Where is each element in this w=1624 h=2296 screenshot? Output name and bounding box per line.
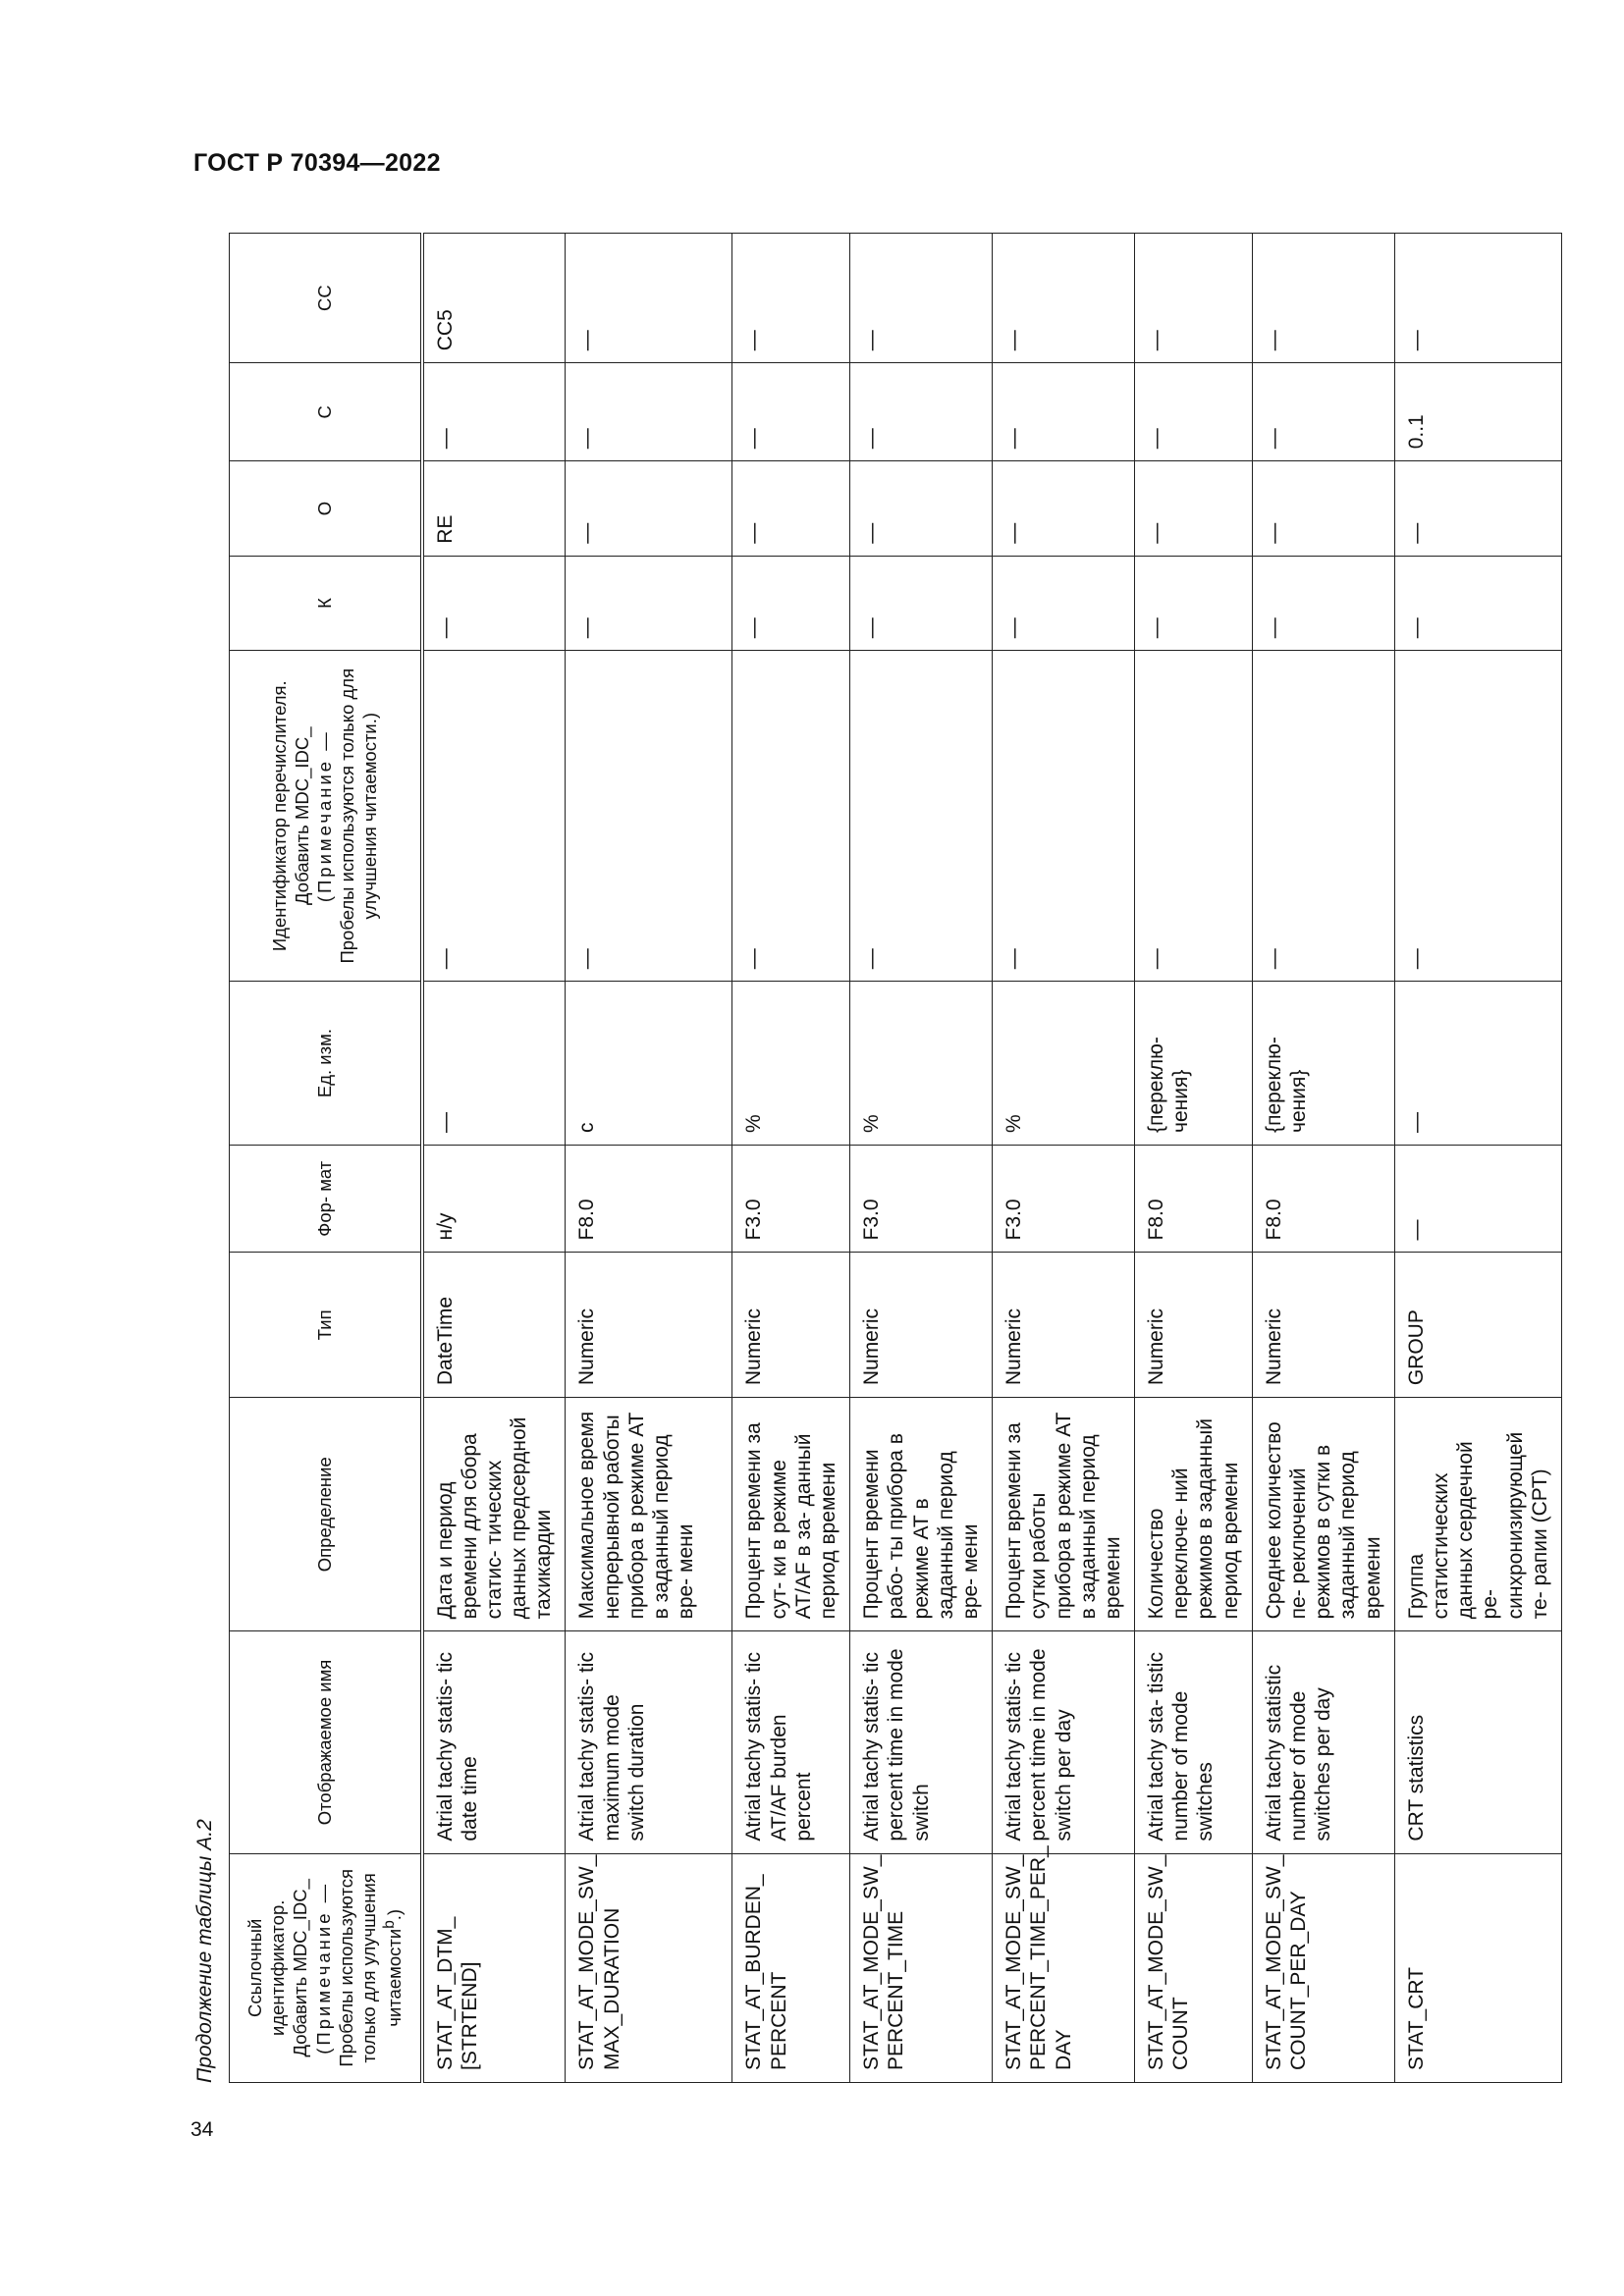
cell-type: Numeric (732, 1253, 850, 1398)
cell-ref-id: STAT_AT_MODE_SW_ MAX_DURATION (566, 1853, 732, 2082)
cell-display-name: Atrial tachy statis- tic date time (422, 1631, 566, 1853)
cell-definition: Среднее количество пе- реключений режимов в сутки в заданный период времени (1252, 1398, 1394, 1631)
cell-format: F8.0 (1135, 1145, 1253, 1253)
cell-o: RE (422, 461, 566, 556)
cell-o: — (1394, 461, 1561, 556)
cell-type: Numeric (566, 1253, 732, 1398)
col-cc: СС (230, 234, 422, 363)
cell-format: F8.0 (566, 1145, 732, 1253)
cell-enum-id: — (732, 651, 850, 982)
cell-c: — (1135, 363, 1253, 461)
cell-unit: {переклю- чения} (1252, 982, 1394, 1146)
col-c: С (230, 363, 422, 461)
cell-display-name: Atrial tachy sta- tistic number of mode switches (1135, 1631, 1253, 1853)
cell-k: — (1135, 556, 1253, 650)
cell-definition: Группа статистических данных сердечной ре- синхронизирующей те- рапии (СРТ) (1394, 1398, 1561, 1631)
cell-c: — (422, 363, 566, 461)
cell-cc: — (1394, 234, 1561, 363)
cell-enum-id: — (993, 651, 1135, 982)
cell-ref-id: STAT_AT_MODE_SW_ PERCENT_TIME_PER_ DAY (993, 1853, 1135, 2082)
table-row (422, 234, 566, 2083)
cell-format: F8.0 (1252, 1145, 1394, 1253)
cell-enum-id: — (850, 651, 993, 982)
cell-display-name: Atrial tachy statis- tic percent time in mode switch per day (993, 1631, 1135, 1853)
col-definition: Определение (230, 1398, 422, 1631)
cell-o: — (850, 461, 993, 556)
cell-c: — (993, 363, 1135, 461)
cell-definition: Процент времени за сутки работы прибора в режиме АТ в заданный период времени (993, 1398, 1135, 1631)
cell-type: Numeric (993, 1253, 1135, 1398)
cell-type: DateTime (422, 1253, 566, 1398)
cell-k: — (850, 556, 993, 650)
col-ref-id: Ссылочный идентификатор. Добавить MDC_IDC_ (Примечание — Пробелы используются только для улучшения читаемости$^b$.) (230, 1853, 422, 2082)
cell-display-name: Atrial tachy statistic number of mode switches per day (1252, 1631, 1394, 1853)
cell-type: Numeric (1135, 1253, 1253, 1398)
spec-table (229, 233, 1562, 2083)
cell-unit: % (850, 982, 993, 1146)
cell-cc: — (1252, 234, 1394, 363)
cell-format: F3.0 (732, 1145, 850, 1253)
table-row (850, 234, 993, 2083)
table-row (566, 234, 732, 2083)
col-unit: Ед. изм. (230, 982, 422, 1146)
cell-display-name: Atrial tachy statis- tic AT/AF burden percent (732, 1631, 850, 1853)
cell-enum-id: — (1135, 651, 1253, 982)
cell-k: — (422, 556, 566, 650)
cell-ref-id: STAT_CRT (1394, 1853, 1561, 2082)
cell-format: F3.0 (993, 1145, 1135, 1253)
cell-k: — (993, 556, 1135, 650)
cell-type: Numeric (850, 1253, 993, 1398)
cell-o: — (566, 461, 732, 556)
col-o: О (230, 461, 422, 556)
cell-unit: % (732, 982, 850, 1146)
cell-type: GROUP (1394, 1253, 1561, 1398)
cell-k: — (1394, 556, 1561, 650)
cell-definition: Количество переключе- ний режимов в заданный период времени (1135, 1398, 1253, 1631)
cell-enum-id: — (1394, 651, 1561, 982)
cell-ref-id: STAT_AT_MODE_SW_ COUNT_PER_DAY (1252, 1853, 1394, 2082)
cell-enum-id: — (566, 651, 732, 982)
cell-cc: — (732, 234, 850, 363)
table-row (1252, 234, 1394, 2083)
col-enum-id: Идентификатор перечислителя. Добавить MDC_IDC_ (Примечание — Пробелы используются только для улучшения читаемости.) (230, 651, 422, 982)
cell-cc: CC5 (422, 234, 566, 363)
cell-format: н/у (422, 1145, 566, 1253)
cell-o: — (1135, 461, 1253, 556)
cell-unit: с (566, 982, 732, 1146)
cell-k: — (566, 556, 732, 650)
cell-definition: Дата и период времени для сбора статис- тических данных предсердной тахикардии (422, 1398, 566, 1631)
rotated-table-area (193, 233, 1551, 2083)
cell-c: — (566, 363, 732, 461)
cell-format: F3.0 (850, 1145, 993, 1253)
page-number: 34 (190, 2118, 214, 2141)
cell-cc: — (993, 234, 1135, 363)
cell-definition: Процент времени за сут- ки в режиме AT/AF в за- данный период времени (732, 1398, 850, 1631)
cell-c: — (850, 363, 993, 461)
cell-unit: — (1394, 982, 1561, 1146)
cell-ref-id: STAT_AT_BURDEN_ PERCENT (732, 1853, 850, 2082)
cell-enum-id: — (1252, 651, 1394, 982)
col-format: Фор- мат (230, 1145, 422, 1253)
cell-ref-id: STAT_AT_DTM_ [STRTEND] (422, 1853, 566, 2082)
table-row (1135, 234, 1253, 2083)
cell-definition: Процент времени рабо- ты прибора в режиме АТ в заданный период вре- мени (850, 1398, 993, 1631)
table-caption: Продолжение таблицы А.2 (193, 1819, 216, 2083)
cell-enum-id: — (422, 651, 566, 982)
cell-cc: — (566, 234, 732, 363)
document-header: ГОСТ Р 70394—2022 (193, 149, 441, 177)
cell-display-name: Atrial tachy statis- tic maximum mode switch duration (566, 1631, 732, 1853)
cell-o: — (732, 461, 850, 556)
cell-cc: — (850, 234, 993, 363)
cell-c: 0..1 (1394, 363, 1561, 461)
cell-cc: — (1135, 234, 1253, 363)
cell-format: — (1394, 1145, 1561, 1253)
cell-o: — (1252, 461, 1394, 556)
table-row (732, 234, 850, 2083)
cell-k: — (1252, 556, 1394, 650)
col-k: К (230, 556, 422, 650)
cell-o: — (993, 461, 1135, 556)
col-type: Тип (230, 1253, 422, 1398)
cell-display-name: Atrial tachy statis- tic percent time in mode switch (850, 1631, 993, 1853)
cell-unit: {переклю- чения} (1135, 982, 1253, 1146)
cell-ref-id: STAT_AT_MODE_SW_ PERCENT_TIME (850, 1853, 993, 2082)
col-display-name: Отображаемое имя (230, 1631, 422, 1853)
cell-definition: Максимальное время непрерывной работы прибора в режиме АТ в заданный период вре- мени (566, 1398, 732, 1631)
cell-ref-id: STAT_AT_MODE_SW_ COUNT (1135, 1853, 1253, 2082)
cell-c: — (732, 363, 850, 461)
cell-type: Numeric (1252, 1253, 1394, 1398)
table-row (993, 234, 1135, 2083)
cell-unit: % (993, 982, 1135, 1146)
cell-c: — (1252, 363, 1394, 461)
header-row (230, 234, 422, 2083)
cell-display-name: CRT statistics (1394, 1631, 1561, 1853)
table-row (1394, 234, 1561, 2083)
cell-unit: — (422, 982, 566, 1146)
cell-k: — (732, 556, 850, 650)
